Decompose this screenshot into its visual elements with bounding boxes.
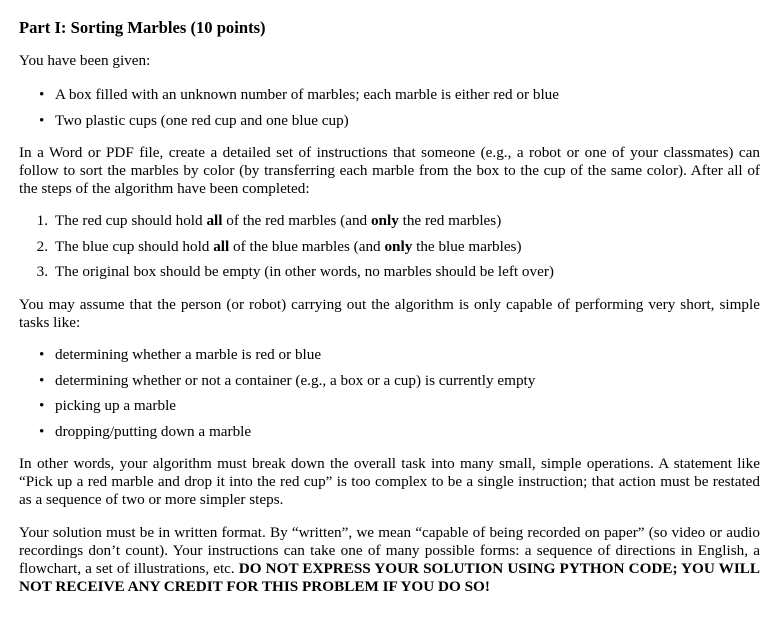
bullet-icon: • [39, 397, 45, 414]
list-item-text: determining whether or not a container (e.g., a box or a cup) is currently empty [55, 371, 536, 389]
assume-paragraph: You may assume that the person (or robot) carrying out the algorithm is only capable of performing very short, simple tasks like: [19, 296, 760, 331]
other-words-paragraph: In other words, your algorithm must break down the overall task into many small, simple operations. A statement like “Pick up a red marble and drop it into the red cup” is too complex to be a single instruction; that action must be restated as a sequence of two or more simpler steps. [19, 455, 760, 508]
list-item [19, 397, 760, 423]
goal-text: The red cup should hold [55, 212, 207, 229]
goal-text: The blue cup should hold [55, 237, 214, 255]
bullet-icon: • [39, 371, 45, 389]
goals-list [19, 212, 760, 289]
list-item [19, 423, 760, 449]
list-item [19, 86, 760, 112]
list-number: 1. [36, 212, 48, 229]
goal-text: the blue marbles) [412, 237, 522, 255]
solution-paragraph [19, 524, 760, 596]
bullet-icon: • [39, 346, 45, 363]
list-number: 2. [36, 237, 48, 255]
list-item [19, 112, 760, 138]
bullet-icon: • [39, 422, 45, 440]
tasks-list [19, 346, 760, 448]
list-item-text: picking up a marble [55, 397, 177, 414]
goal-emphasis: all [206, 212, 223, 229]
instructions-paragraph: In a Word or PDF file, create a detailed set of instructions that someone (e.g., a robot or one of your classmates) can follow to sort the marbles by color (by transferring each marble from the box to the cup of the same color). After all of the steps of the algorithm have been completed: [19, 144, 760, 197]
list-item [19, 212, 760, 238]
list-number: 3. [36, 263, 48, 280]
list-item [19, 346, 760, 372]
goal-text: of the blue marbles (and [229, 237, 385, 255]
section-heading: Part I: Sorting Marbles (10 points) [19, 18, 266, 37]
solution-warning: DO NOT EXPRESS YOUR SOLUTION USING PYTHON CODE; YOU WILL NOT RECEIVE ANY CREDIT FOR THIS PROBLEM IF YOU DO SO! [19, 560, 760, 595]
intro-text: You have been given: [19, 52, 151, 69]
goal-text: The original box should be empty (in other words, no marbles should be left over) [55, 263, 554, 280]
list-item [19, 372, 760, 398]
solution-text: Your solution must be in written format. By “written”, we mean “capable of being recorded on paper” (so video or audio recordings don’t count). Your instructions can take one of many possible forms: a sequence of directions in English, a flowchart, a set of illustrations, etc. [19, 524, 760, 577]
list-item-text: dropping/putting down a marble [55, 422, 252, 440]
list-item-text: A box filled with an unknown number of marbles; each marble is either red or blue [55, 86, 559, 103]
goal-text: of the red marbles (and [222, 212, 371, 229]
bullet-icon: • [39, 111, 45, 129]
bullet-icon: • [39, 86, 45, 103]
given-items-list [19, 86, 760, 137]
list-item [19, 263, 760, 289]
list-item-text: Two plastic cups (one red cup and one blue cup) [55, 111, 349, 129]
goal-emphasis: only [384, 237, 413, 255]
goal-text: the red marbles) [398, 212, 502, 229]
goal-emphasis: only [370, 212, 399, 229]
list-item-text: determining whether a marble is red or blue [55, 346, 322, 363]
list-item [19, 238, 760, 264]
goal-emphasis: all [213, 237, 230, 255]
